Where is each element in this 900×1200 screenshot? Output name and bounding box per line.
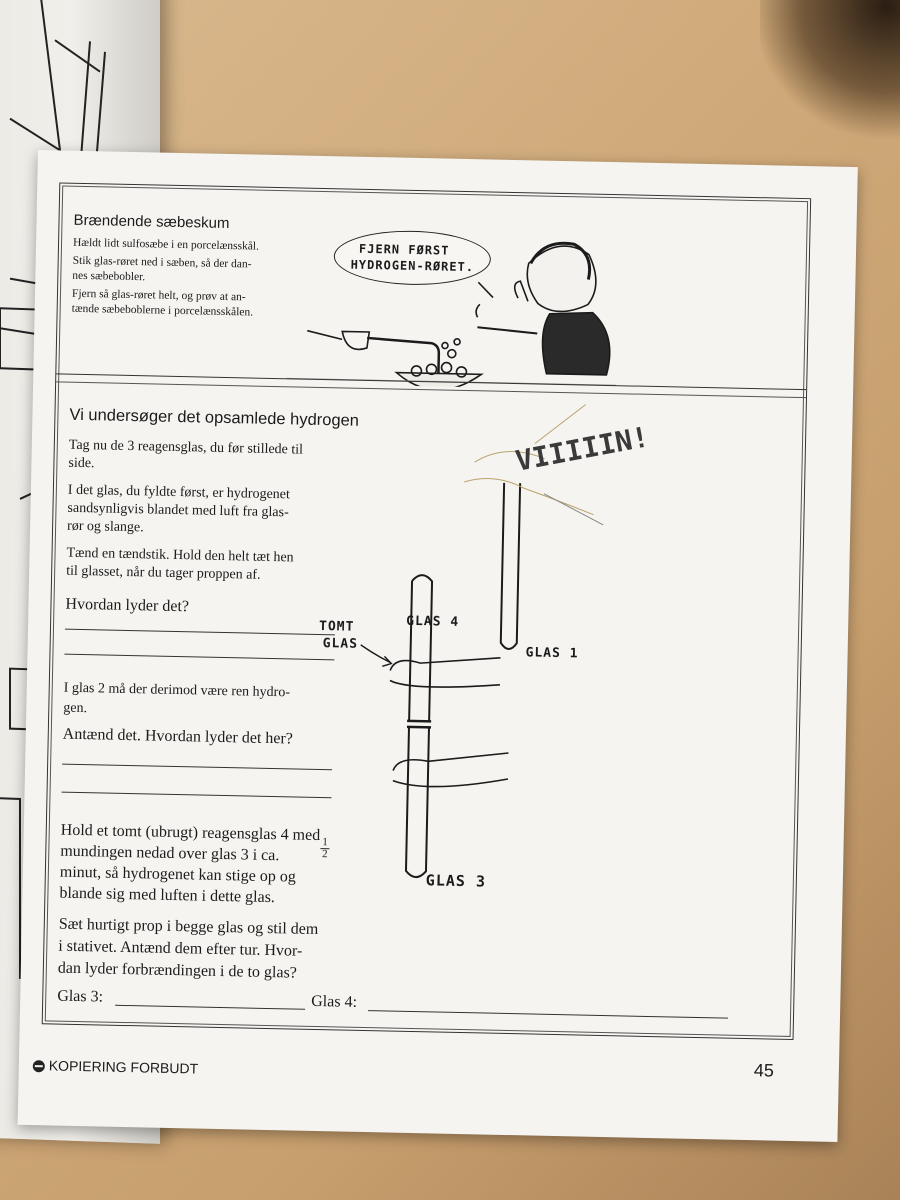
question-1: Hvordan lyder det? — [65, 595, 190, 616]
footer-copy-notice: KOPIERING FORBUDT — [48, 1057, 199, 1077]
section2-p4-line1: I glas 2 må der derimod være ren hydro- — [63, 680, 291, 701]
label-tomt-glas: GLAS — [322, 636, 359, 652]
section2-p5-line1: Hold et tomt (ubrugt) reagensglas 4 med — [60, 821, 321, 845]
section2-title: Vi undersøger det opsamlede hydrogen — [69, 405, 360, 430]
label-glas4: GLAS 4 — [406, 613, 460, 630]
speech-line-2: HYDROGEN-RØRET. — [350, 257, 475, 275]
fraction-half — [320, 837, 329, 860]
section1-line-4: Fjern så glas-røret helt, og prøv at an- — [71, 287, 246, 304]
soap-experiment-illustration — [286, 218, 619, 390]
page-number: 45 — [753, 1060, 775, 1081]
section2-p4-line2: gen. — [63, 700, 88, 717]
section2-p6-line2: i stativet. Antænd dem efter tur. Hvor- — [58, 937, 303, 960]
section1-title: Brændende sæbeskum — [73, 211, 230, 233]
speech-line-1: FJERN FØRST — [358, 241, 450, 258]
label-glas3: GLAS 3 — [425, 871, 487, 891]
section2-p6-line1: Sæt hurtigt prop i begge glas og stil dem — [58, 915, 319, 939]
copy-prohibited-icon — [33, 1060, 45, 1072]
section2-p2-line1: I det glas, du fyldte først, er hydrogenet — [67, 482, 290, 503]
section2-p3-line1: Tænd en tændstik. Hold den helt tæt hen — [66, 545, 294, 566]
section2-p2-line3: rør og slange. — [66, 518, 144, 536]
fraction-denominator: 2 — [321, 848, 328, 861]
section2-p1-line1: Tag nu de 3 reagensglas, du før stillede til — [68, 437, 304, 458]
question-2: Antænd det. Hvordan lyder det her? — [62, 725, 294, 748]
section1-line-5: tænde sæbeboblerne i porcelænsskålen. — [71, 302, 254, 319]
section2-p5-line2: mundingen nedad over glas 3 i ca. — [60, 842, 280, 865]
label-tomt: TOMT — [318, 618, 355, 635]
answer-label-glas3: Glas 3: — [57, 987, 104, 1006]
section2-p5-line3: minut, så hydrogenet kan stige op og — [59, 863, 296, 886]
section2-p2-line2: sandsynligvis blandet med luft fra glas- — [67, 500, 289, 521]
section1-line-2: Stik glas-røret ned i sæben, så der dan- — [72, 254, 252, 271]
sound-text: VIIIIIN! — [512, 420, 652, 478]
answer-label-glas4: Glas 4: — [311, 992, 358, 1011]
section2-p6-line3: dan lyder forbrændingen i de to glas? — [57, 959, 298, 982]
section1-line-3: nes sæbebobler. — [72, 269, 146, 284]
section2-p1-line2: side. — [68, 455, 95, 472]
section2-p3-line2: til glasset, når du tager proppen af. — [66, 563, 261, 583]
section1-line-1: Hældt lidt sulfosæbe i en porcelænsskål. — [72, 236, 260, 253]
fraction-numerator: 1 — [322, 836, 328, 849]
workbook-page — [18, 150, 858, 1142]
table-shadow — [760, 0, 900, 150]
page-frame — [42, 182, 811, 1040]
label-glas1: GLAS 1 — [525, 645, 579, 662]
section2-p5-line4: blande sig med luften i dette glas. — [59, 884, 276, 907]
